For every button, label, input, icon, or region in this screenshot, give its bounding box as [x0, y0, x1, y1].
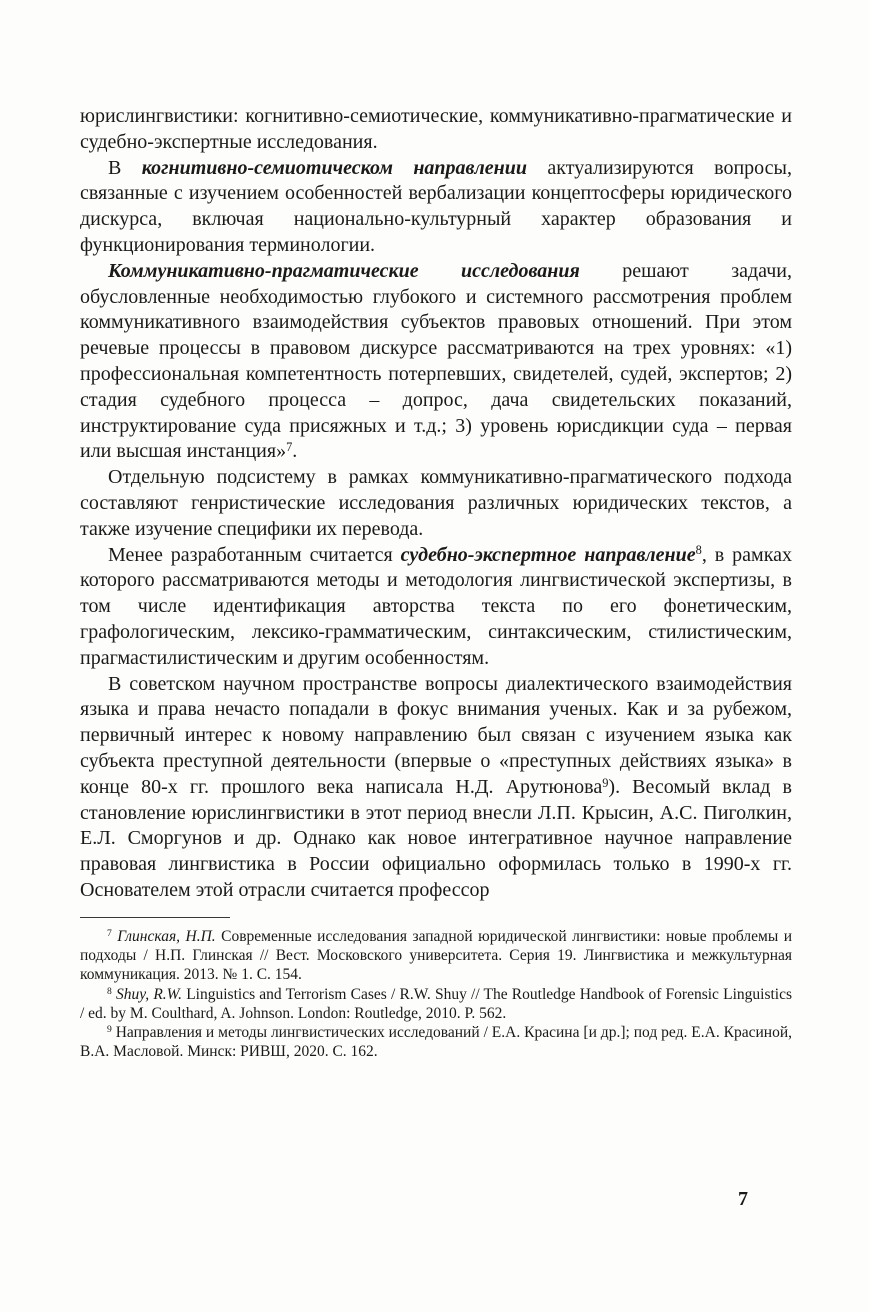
text-run: Направления и методы лингвистических исследований / Е.А. Красина [и др.]; под ред. Е.А. Красиной, В.А. Масловой. Минск: РИВШ, 2020. С. 162.	[80, 1024, 792, 1061]
footnote-separator	[80, 917, 230, 918]
footnote-marker: 8	[107, 985, 112, 997]
footnote	[80, 985, 792, 1024]
page-number: 7	[738, 1188, 748, 1210]
text-run: Linguistics and Terrorism Cases / R.W. Shuy // The Routledge Handbook of Forensic Linguistics / ed. by M. Coulthard, A. Johnson. London: Routledge, 2010. P. 562.	[80, 985, 792, 1022]
paragraph	[80, 156, 792, 259]
text-run: Shuy, R.W.	[115, 985, 183, 1003]
paragraph	[80, 672, 792, 904]
footnote-marker: 9	[602, 775, 609, 790]
text-run: ). Весомый вклад в становление юрислингвистики в этот период внесли Л.П. Крысин, А.С. Пиголкин, Е.Л. Сморгунов и др. Однако как новое интегративное научное направление правовая лингвистика в России официально оформилась только в 1990-х гг. Основателем этой отрасли считается профессор	[80, 775, 792, 901]
text-run: Глинская, Н.П.	[117, 927, 216, 945]
paragraph	[80, 465, 792, 542]
footnote	[80, 927, 792, 985]
text-run: юрислингвистики: когнитивно-семиотические, коммуникативно-прагматические и судебно-экспертные исследования.	[80, 105, 792, 153]
paragraph	[80, 104, 792, 156]
text-run: В советском научном пространстве вопросы диалектического взаимодействия языка и права нечасто попадали в фокус внимания ученых. Как и за рубежом, первичный интерес к новому направлению был связан с изучением языка как субъекта преступной деятельности (впервые о «преступных действиях языка» в конце 80-х гг. прошлого века написала Н.Д. Арутюнова	[80, 672, 792, 798]
text-run: судебно-экспертное направление	[400, 543, 696, 566]
footnote-marker: 9	[107, 1024, 112, 1036]
paragraph	[80, 259, 792, 465]
page-content	[80, 104, 792, 1062]
footnotes	[80, 927, 792, 1062]
text-run: Отдельную подсистему в рамках коммуникативно-прагматического подхода составляют генристические исследования различных юридических текстов, а также изучение специфики их перевода.	[80, 466, 792, 540]
footnote-marker: 7	[107, 927, 112, 939]
text-run: В	[108, 156, 142, 179]
text-run: , в рамках которого рассматриваются методы и методология лингвистической экспертизы, в том числе идентификация авторства текста по его фонетическим, графологическим, лексико-грамматическим, синтаксическим, стилистическим, прагмастилистическим и другим особенностям.	[80, 543, 792, 669]
footnote-marker: 8	[695, 543, 702, 558]
main-text	[80, 104, 792, 904]
paragraph	[80, 543, 792, 672]
text-run: решают задачи, обусловленные необходимостью глубокого и системного рассмотрения проблем коммуникативного взаимодействия субъектов правовых отношений. При этом речевые процессы в правовом дискурсе рассматриваются на трех уровнях: «1) профессиональная компетентность потерпевших, свидетелей, судей, экспертов; 2) стадия судебного процесса – допрос, дача свидетельских показаний, инструктирование суда присяжных и т.д.; 3) уровень юрисдикции суда – первая или высшая инстанция»	[80, 259, 792, 463]
text-run: Современные исследования западной юридической лингвистики: новые проблемы и подходы / Н.П. Глинская // Вест. Московского университета. Серия 19. Лингвистика и межкультурная коммуникация. 2013. № 1. С. 154.	[80, 927, 792, 984]
text-run: актуализируются вопросы, связанные с изучением особенностей вербализации концептосферы юридического дискурса, включая национально-культурный характер образования и функционирования терминологии.	[80, 156, 792, 256]
text-run: .	[292, 440, 298, 463]
footnote	[80, 1023, 792, 1062]
footnote-marker: 7	[286, 440, 293, 455]
text-run: когнитивно-семиотическом направлении	[141, 156, 527, 179]
text-run: Менее разработанным считается	[108, 543, 401, 566]
text-run: Коммуникативно-прагматические исследования	[108, 259, 580, 282]
